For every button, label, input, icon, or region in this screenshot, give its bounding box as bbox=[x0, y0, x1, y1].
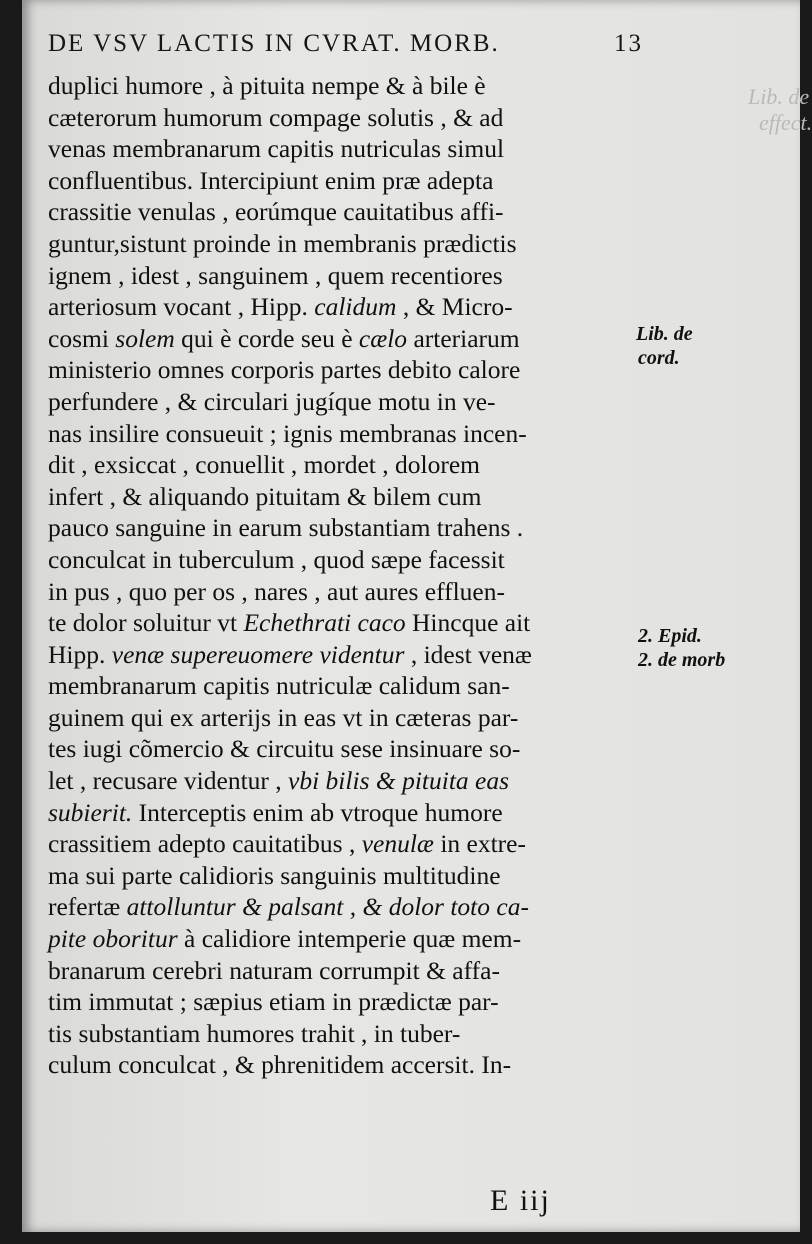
margin-note-lib-de-cord bbox=[636, 322, 693, 370]
text-segment: branarum cerebri naturam corrumpit & affa- bbox=[48, 955, 500, 985]
text-segment: tis substantiam humores trahit , in tuber- bbox=[48, 1018, 461, 1048]
text-line bbox=[48, 260, 668, 292]
text-line bbox=[48, 386, 668, 418]
running-header bbox=[48, 30, 648, 58]
text-segment: perfundere , & circulari jugíque motu in ve- bbox=[48, 386, 496, 416]
italic-text: subierit. bbox=[48, 797, 133, 827]
text-line bbox=[48, 986, 668, 1018]
text-line bbox=[48, 607, 668, 639]
text-line bbox=[48, 670, 668, 702]
margin-note-line: Lib. de bbox=[636, 323, 693, 345]
page-number: 13 bbox=[614, 30, 643, 57]
text-segment: ministerio omnes corporis partes debito calore bbox=[48, 355, 521, 385]
text-segment: Hincque ait bbox=[405, 608, 531, 638]
text-line bbox=[48, 512, 668, 544]
text-segment: conculcat in tuberculum , quod sæpe facessit bbox=[48, 544, 505, 574]
text-segment: , & Micro- bbox=[396, 292, 513, 322]
bleed-through-text: Lib. de effect. bbox=[748, 84, 812, 135]
text-segment: in extre- bbox=[433, 829, 526, 859]
text-segment: culum conculcat , & phrenitidem accersit. In- bbox=[48, 1050, 512, 1080]
text-segment: pauco sanguine in earum substantiam trahens . bbox=[48, 513, 524, 543]
text-segment: membranarum capitis nutriculæ calidum san- bbox=[48, 671, 510, 701]
text-line bbox=[48, 1018, 668, 1050]
italic-text: calidum bbox=[314, 292, 397, 322]
margin-note-line: 2. Epid. bbox=[638, 625, 702, 647]
text-segment: Hipp. bbox=[48, 639, 112, 669]
text-line bbox=[48, 923, 668, 955]
text-line bbox=[48, 481, 668, 513]
signature-mark: E iij bbox=[490, 1184, 551, 1217]
text-line bbox=[48, 196, 668, 228]
text-line bbox=[48, 70, 668, 102]
text-segment: crassitiem adepto cauitatibus , bbox=[48, 829, 362, 859]
text-segment: ignem , idest , sanguinem , quem recentiores bbox=[48, 260, 503, 290]
text-segment: let , recusare videntur , bbox=[48, 766, 289, 796]
italic-text: pite oboritur bbox=[48, 924, 178, 954]
text-line bbox=[48, 639, 668, 671]
text-segment: ma sui parte calidioris sanguinis multitudine bbox=[48, 860, 501, 890]
text-line bbox=[48, 955, 668, 987]
text-segment: nas insilire consueuit ; ignis membranas incen- bbox=[48, 418, 527, 448]
text-segment: à calidiore intemperie quæ mem- bbox=[177, 924, 522, 954]
running-title: DE VSV LACTIS IN CVRAT. MORB. bbox=[48, 30, 500, 57]
italic-text: venulæ bbox=[361, 829, 434, 859]
text-segment: venas membranarum capitis nutriculas simul bbox=[48, 134, 505, 164]
margin-note-line: 2. de morb bbox=[638, 649, 726, 671]
text-line bbox=[48, 765, 668, 797]
text-segment: refertæ bbox=[48, 892, 127, 922]
text-segment: arteriosum vocant , Hipp. bbox=[48, 292, 315, 322]
italic-text: cælo bbox=[358, 323, 408, 353]
text-line bbox=[48, 860, 668, 892]
text-line bbox=[48, 323, 668, 355]
text-segment: cæterorum humorum compage solutis , & ad bbox=[48, 102, 504, 132]
text-line bbox=[48, 291, 668, 323]
margin-note-line: cord. bbox=[638, 347, 680, 369]
text-line bbox=[48, 544, 668, 576]
text-line bbox=[48, 228, 668, 260]
text-line bbox=[48, 1049, 668, 1081]
text-line bbox=[48, 797, 668, 829]
italic-text: vbi bilis & pituita eas bbox=[288, 766, 510, 796]
text-segment: in pus , quo per os , nares , aut aures effluen- bbox=[48, 576, 505, 606]
margin-note-epid-de-morb bbox=[638, 624, 725, 672]
text-segment: dit , exsiccat , conuellit , mordet , dolorem bbox=[48, 450, 480, 480]
italic-text: attolluntur & palsant , & dolor toto ca- bbox=[126, 892, 529, 922]
text-segment: , idest venæ bbox=[404, 639, 532, 669]
text-segment: te dolor soluitur vt bbox=[48, 608, 244, 638]
text-line bbox=[48, 828, 668, 860]
text-line bbox=[48, 891, 668, 923]
text-segment: cosmi bbox=[48, 323, 116, 353]
italic-text: solem bbox=[115, 323, 175, 353]
text-segment: tes iugi cõmercio & circuitu sese insinuare so- bbox=[48, 734, 521, 764]
text-segment: tim immutat ; sæpius etiam in prædictæ par- bbox=[48, 987, 499, 1017]
text-line bbox=[48, 102, 668, 134]
text-line bbox=[48, 702, 668, 734]
text-line bbox=[48, 449, 668, 481]
text-line bbox=[48, 354, 668, 386]
text-segment: confluentibus. Intercipiunt enim præ adepta bbox=[48, 165, 494, 195]
text-segment: duplici humore , à pituita nempe & à bile è bbox=[48, 71, 486, 100]
text-line bbox=[48, 418, 668, 450]
text-line bbox=[48, 576, 668, 608]
text-line bbox=[48, 733, 668, 765]
text-segment: Interceptis enim ab vtroque humore bbox=[132, 797, 503, 827]
book-page bbox=[22, 0, 812, 1232]
text-segment: arteriarum bbox=[407, 323, 520, 353]
italic-text: venæ supereuomere videntur bbox=[111, 639, 405, 669]
text-segment: crassitie venulas , eorúmque cauitatibus affi- bbox=[48, 197, 504, 227]
text-line bbox=[48, 133, 668, 165]
text-segment: qui è corde seu è bbox=[174, 323, 359, 353]
text-segment: infert , & aliquando pituitam & bilem cum bbox=[48, 481, 482, 511]
text-segment: guntur,sistunt proinde in membranis prædictis bbox=[48, 228, 517, 258]
text-segment: guinem qui ex arterijs in eas vt in cæteras par- bbox=[48, 702, 519, 732]
italic-text: Echethrati caco bbox=[243, 608, 406, 638]
main-text-block bbox=[48, 70, 668, 1081]
text-line bbox=[48, 165, 668, 197]
